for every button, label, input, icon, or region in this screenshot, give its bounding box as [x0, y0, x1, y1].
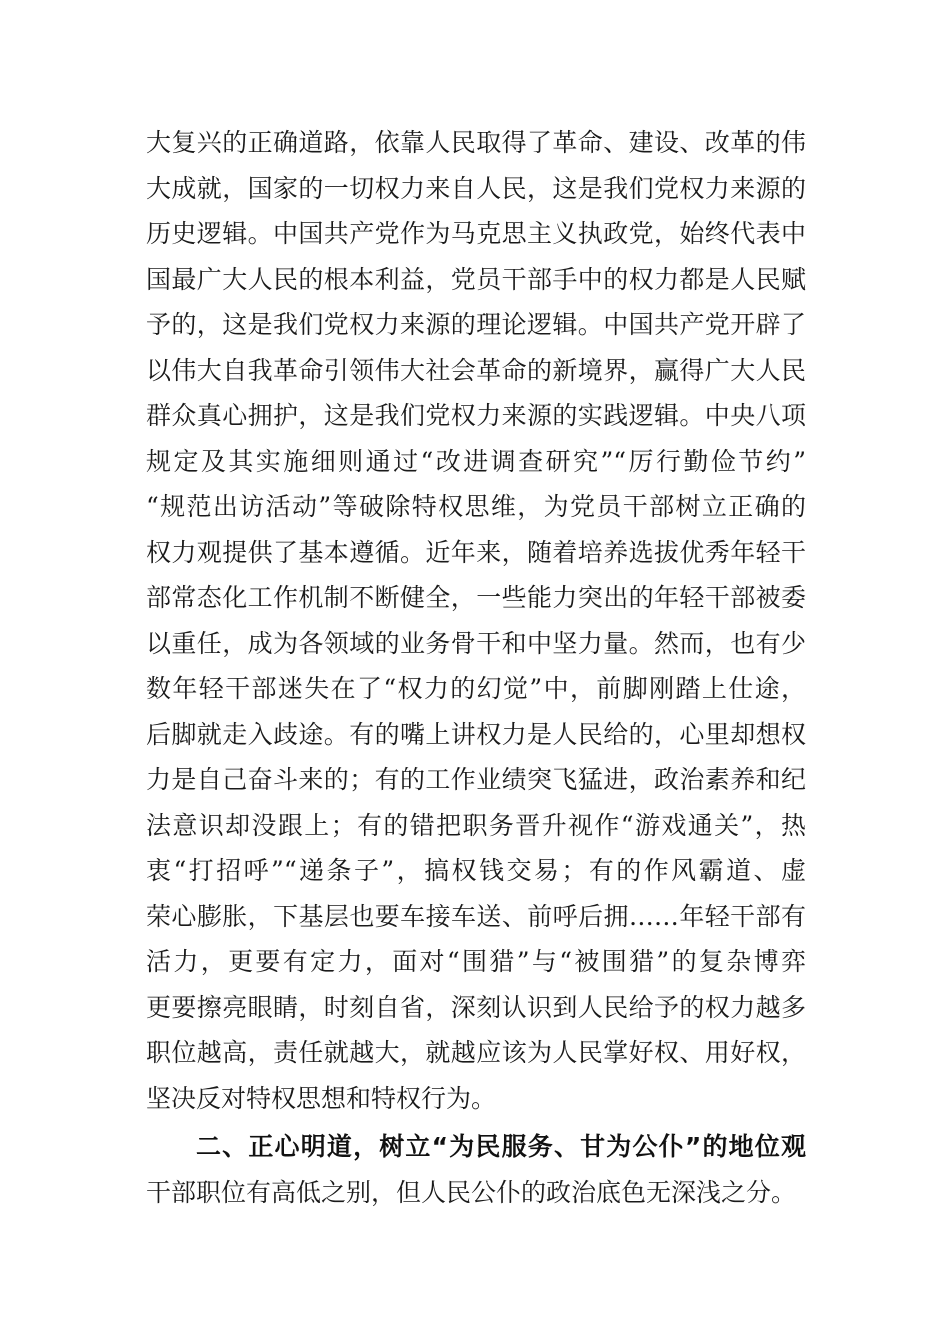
paragraph-line: 大成就，国家的一切权力来自人民，这是我们党权力来源的 [146, 173, 806, 203]
paragraph-line: 衷“打招呼”“递条子”，搞权钱交易；有的作风霸道、虚 [146, 856, 806, 885]
paragraph-line: 干部职位有高低之别，但人民公仆的政治底色无深浅之分。 [146, 1177, 797, 1207]
paragraph-line: 数年轻干部迷失在了“权力的幻觉”中，前脚刚踏上仕途， [146, 674, 806, 703]
paragraph-line: “规范出访活动”等破除特权思维，为党员干部树立正确的 [146, 492, 806, 521]
document-body [146, 120, 806, 1215]
paragraph-line: 以伟大自我革命引领伟大社会革命的新境界，赢得广大人民 [146, 355, 806, 385]
section-heading: 二、正心明道，树立“为民服务、甘为公仆”的地位观 [196, 1132, 806, 1161]
paragraph-line: 法意识却没跟上；有的错把职务晋升视作“游戏通关”，热 [146, 810, 806, 840]
paragraph-line: 规定及其实施细则通过“改进调查研究”“厉行勤俭节约” [146, 446, 806, 476]
paragraph-line: 职位越高，责任就越大，就越应该为人民掌好权、用好权， [146, 1038, 806, 1067]
paragraph-line: 后脚就走入歧途。有的嘴上讲权力是人民给的，心里却想权 [146, 719, 806, 749]
paragraph-line: 历史逻辑。中国共产党作为马克思主义执政党，始终代表中 [146, 219, 806, 248]
paragraph-line: 坚决反对特权思想和特权行为。 [146, 1083, 497, 1113]
paragraph-line: 权力观提供了基本遵循。近年来，随着培养选拔优秀年轻干 [146, 537, 806, 567]
paragraph-line: 群众真心拥护，这是我们党权力来源的实践逻辑。中央八项 [146, 401, 806, 430]
paragraph-line: 国最广大人民的根本利益，党员干部手中的权力都是人民赋 [146, 264, 806, 294]
paragraph-line: 予的，这是我们党权力来源的理论逻辑。中国共产党开辟了 [146, 310, 806, 339]
paragraph-line: 力是自己奋斗来的；有的工作业绩突飞猛进，政治素养和纪 [146, 765, 806, 794]
paragraph-line: 部常态化工作机制不断健全，一些能力突出的年轻干部被委 [146, 583, 806, 612]
paragraph-line: 以重任，成为各领域的业务骨干和中坚力量。然而，也有少 [146, 628, 806, 658]
paragraph-line: 大复兴的正确道路，依靠人民取得了革命、建设、改革的伟 [146, 128, 806, 157]
paragraph-line: 荣心膨胀，下基层也要车接车送、前呼后拥……年轻干部有 [146, 901, 806, 931]
paragraph-line: 活力，更要有定力，面对“围猎”与“被围猎”的复杂博弈 [146, 947, 806, 976]
paragraph-line: 更要擦亮眼睛，时刻自省，深刻认识到人民给予的权力越多 [146, 992, 806, 1022]
